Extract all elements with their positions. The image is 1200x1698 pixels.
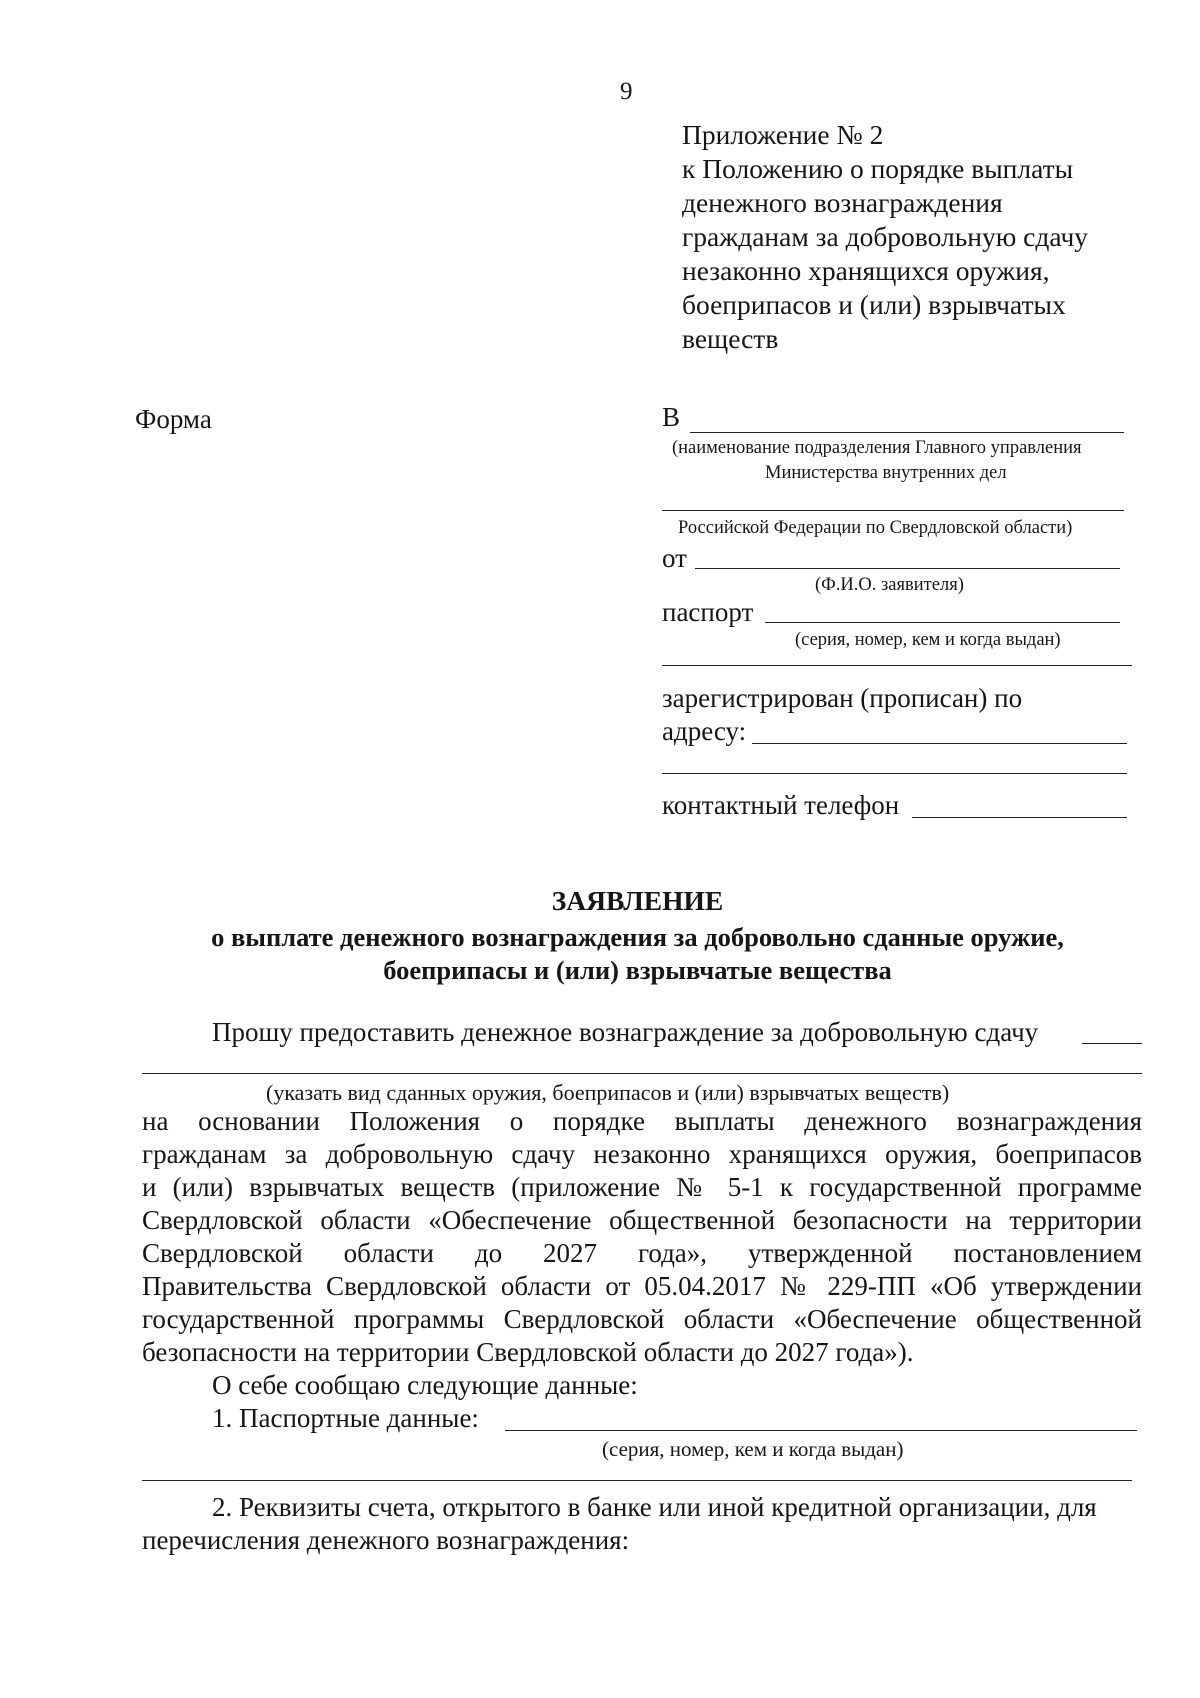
to-field-line[interactable] [690,432,1124,433]
to-caption: (наименование подразделения Главного управления [672,438,1082,458]
passport-data-field-line[interactable] [505,1430,1137,1431]
form-label: Форма [135,404,212,434]
request-text: Прошу предоставить денежное вознаграждение за добровольную сдачу [212,1017,1039,1047]
self-info-text: О себе сообщаю следующие данные: [212,1370,638,1400]
passport-data-field-line-2[interactable] [142,1480,1132,1481]
passport-data-caption: (серия, номер, кем и когда выдан) [602,1437,904,1461]
request-caption: (указать вид сданных оружия, боеприпасов и (или) взрывчатых веществ) [266,1080,950,1105]
passport-field-line-2[interactable] [662,665,1132,666]
basis-line: Свердловской области «Обеспечение общественной безопасности на территории [142,1205,1142,1235]
appendix-line: Приложение № 2 [682,119,884,150]
to-caption: Российской Федерации по Свердловской области) [678,518,1073,538]
phone-label: контактный телефон [662,790,900,820]
passport-data-label: 1. Паспортные данные: [212,1403,479,1433]
request-field-line[interactable] [1082,1043,1142,1044]
passport-field-line[interactable] [765,622,1120,623]
to-prefix: В [662,402,681,432]
appendix-line: веществ [682,323,779,354]
request-field-line-2[interactable] [142,1073,1142,1074]
passport-caption: (серия, номер, кем и когда выдан) [795,630,1061,650]
address-field-line-2[interactable] [662,773,1127,774]
appendix-line: к Положению о порядке выплаты [682,153,1074,184]
address-field-line[interactable] [752,743,1127,744]
appendix-line: гражданам за добровольную сдачу [682,221,1089,252]
from-caption: (Ф.И.О. заявителя) [815,575,964,595]
to-caption: Министерства внутренних дел [765,463,1007,483]
appendix-line: незаконно хранящихся оружия, [682,255,1050,286]
phone-field-line[interactable] [912,817,1127,818]
document-subtitle: о выплате денежного вознаграждения за добровольно сданные оружие, [211,922,1064,952]
from-field-line[interactable] [695,568,1120,569]
basis-line: Правительства Свердловской области от 05.04.2017 № 229-ПП «Об утверждении [142,1271,1142,1301]
basis-line: на основании Положения о порядке выплаты денежного вознаграждения [142,1106,1142,1136]
account-details-label: 2. Реквизиты счета, открытого в банке или иной кредитной организации, для [212,1492,1097,1522]
page-number: 9 [620,78,633,105]
appendix-header [682,118,1088,356]
address-label: адресу: [662,716,747,746]
basis-line: безопасности на территории Свердловской области до 2027 года»). [142,1337,914,1367]
appendix-line: боеприпасов и (или) взрывчатых [682,289,1066,320]
registered-label: зарегистрирован (прописан) по [662,683,1023,713]
document-subtitle: боеприпасы и (или) взрывчатые вещества [383,955,892,985]
appendix-line: денежного вознаграждения [682,187,1003,218]
passport-label: паспорт [662,597,754,627]
document-title: ЗАЯВЛЕНИЕ [551,885,724,916]
basis-line: Свердловской области до 2027 года», утвержденной постановлением [142,1238,1142,1268]
from-prefix: от [662,543,687,573]
basis-line: гражданам за добровольную сдачу незаконно хранящихся оружия, боеприпасов [142,1139,1142,1169]
basis-line: и (или) взрывчатых веществ (приложение № 5-1 к государственной программе [142,1172,1142,1202]
account-details-label: перечисления денежного вознаграждения: [142,1525,630,1555]
to-field-line-2[interactable] [662,510,1124,511]
basis-line: государственной программы Свердловской области «Обеспечение общественной [142,1304,1142,1334]
